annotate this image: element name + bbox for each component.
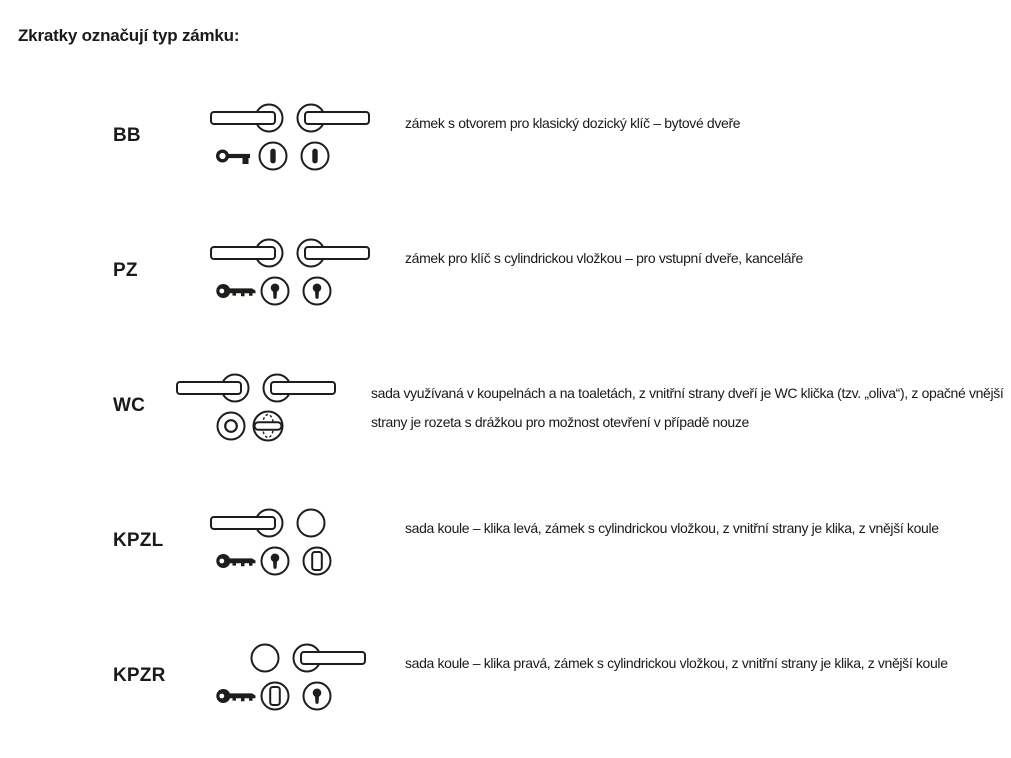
lock-type-rows <box>0 99 1011 713</box>
wc-oliva-knob-icon <box>252 410 284 442</box>
pz-keyhole-rosette-icon <box>260 276 290 306</box>
lever-handle-left-icon <box>210 506 284 540</box>
door-handles-icons <box>210 641 380 675</box>
lock-code-label: WC <box>113 395 146 416</box>
cylinder-key-icon <box>216 281 256 301</box>
pz-keyhole-rosette-icon <box>302 276 332 306</box>
lock-type-row-bb <box>0 99 1011 173</box>
lock-hardware-icons <box>210 506 380 576</box>
lock-hardware-icons <box>210 101 380 171</box>
lock-code-label: KPZR <box>113 665 166 686</box>
pz-keyhole-rosette-icon <box>302 681 332 711</box>
pz-keyhole-rosette-icon <box>260 546 290 576</box>
lever-handle-right-icon <box>296 236 370 270</box>
wc-groove-rosette-icon <box>216 411 246 441</box>
lock-description: sada využívaná v koupelnách a na toaletách, z vnitřní strany dveří je WC klička (tzv. „oliva“), z opačné vnější strany je rozeta s drážkou pro možnost otevření v případě nouze <box>371 385 1004 430</box>
lock-code-label: BB <box>113 125 141 146</box>
lock-hardware-icons <box>176 371 346 441</box>
door-handles-icons <box>210 101 380 135</box>
lock-description: zámek pro klíč s cylindrickou vložkou – pro vstupní dveře, kanceláře <box>405 250 803 266</box>
lever-handle-right-icon <box>292 641 366 675</box>
lever-handle-right-icon <box>262 371 336 405</box>
ball-knob-icon <box>250 643 280 673</box>
key-and-rosette-icons <box>210 141 380 171</box>
bit-key-icon <box>216 146 252 166</box>
blind-rosette-icon <box>260 681 290 711</box>
ball-knob-icon <box>296 508 326 538</box>
key-and-rosette-icons <box>176 411 346 441</box>
lock-type-row-pz <box>0 234 1011 308</box>
key-and-rosette-icons <box>210 681 380 711</box>
lock-type-row-kpzl <box>0 504 1011 578</box>
cylinder-key-icon <box>216 551 256 571</box>
lock-code-label: KPZL <box>113 530 164 551</box>
page-title: Zkratky označují typ zámku: <box>18 26 240 45</box>
blind-rosette-icon <box>302 546 332 576</box>
lever-handle-left-icon <box>210 101 284 135</box>
bb-keyhole-rosette-icon <box>258 141 288 171</box>
bb-keyhole-rosette-icon <box>300 141 330 171</box>
lock-description: zámek s otvorem pro klasický dozický klíč – bytové dveře <box>405 115 741 131</box>
lever-handle-right-icon <box>296 101 370 135</box>
lock-hardware-icons <box>210 236 380 306</box>
lock-hardware-icons <box>210 641 380 711</box>
lock-code-label: PZ <box>113 260 138 281</box>
key-and-rosette-icons <box>210 546 380 576</box>
cylinder-key-icon <box>216 686 256 706</box>
door-handles-icons <box>210 236 380 270</box>
lock-type-row-kpzr <box>0 639 1011 713</box>
lock-description: sada koule – klika pravá, zámek s cylindrickou vložkou, z vnitřní strany je klika, z vnější koule <box>405 655 948 671</box>
key-and-rosette-icons <box>210 276 380 306</box>
lever-handle-left-icon <box>210 236 284 270</box>
lock-description: sada koule – klika levá, zámek s cylindrickou vložkou, z vnitřní strany je klika, z vnější koule <box>405 520 939 536</box>
lock-types-legend-page <box>0 26 1011 758</box>
lock-type-row-wc <box>0 369 1011 443</box>
door-handles-icons <box>176 371 346 405</box>
lever-handle-left-icon <box>176 371 250 405</box>
door-handles-icons <box>210 506 380 540</box>
